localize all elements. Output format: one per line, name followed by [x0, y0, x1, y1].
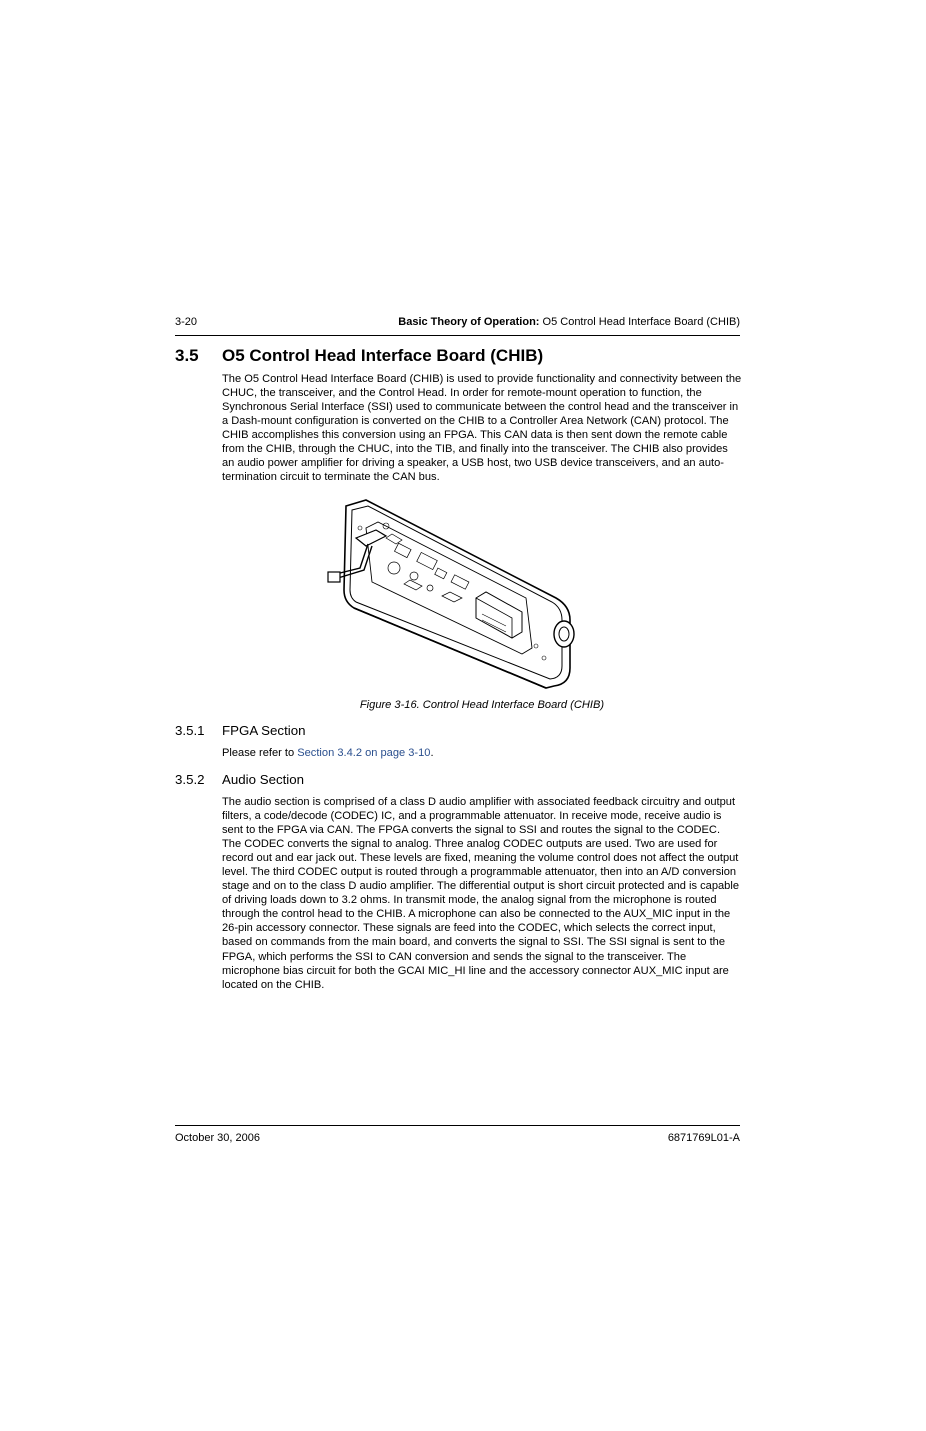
chapter-title	[398, 316, 740, 328]
chapter-title-rest: O5 Control Head Interface Board (CHIB)	[539, 316, 740, 328]
audio-paragraph: The audio section is comprised of a class D audio amplifier with associated feedback circuitry and output filters, a code/decode (CODEC) IC, and a programmable attenuator. In receive mode, receive audio is sent to the FPGA via CAN. The FPGA converts the signal to SSI and routes the signal to the CODEC. The CODEC converts the signal to analog. Three analog CODEC outputs are used. Two are used for record out and ear jack out. These levels are fixed, meaning the volume control does not affect the output level. The third CODEC output is routed through a programmable attenuator, then into an A/D conversion stage and on to the class D audio amplifier. The differential output is short circuit protected and is capable of driving loads down to 3.2 ohms. In transmit mode, the analog signal from the microphone is routed through the control head to the CHIB. A microphone can also be connected to the AUX_MIC input in the 26-pin accessory connector. These signals are feed into the CODEC, which selects the correct input, based on commands from the main board, and converts the signal to SSI. The SSI signal is sent to the FPGA, which performs the SSI to CAN conversion and sends the signal to the transceiver. The microphone bias circuit for both the GCAI MIC_HI line and the accessory connector AUX_MIC input are located on the CHIB.	[222, 796, 739, 991]
subsection-number: 3.5.1	[175, 723, 205, 738]
page-number: 3-20	[175, 316, 198, 328]
fpga-text-before: Please refer to	[222, 747, 298, 759]
section-heading	[175, 346, 543, 366]
subsection-heading-fpga	[175, 723, 306, 738]
section-body: The O5 Control Head Interface Board (CHIB) is used to provide functionality and connectivity between the CHUC, the transceiver, and the Control Head. In order for remote-mount operation to function, the Synchronous Serial Interface (SSI) used to communicate between the control head and the transceiver in a Dash-mount configuration is converted on the CHIB to a Controller Area Network (CAN) protocol. The CHIB accomplishes this conversion using an FPGA. This CAN data is then sent down the remote cable from the CHIB, through the CHUC, into the TIB, and finally into the transceiver. The CHIB also provides an audio power amplifier for driving a speaker, a USB host, two USB device transceivers, and an auto-termination circuit to terminate the CAN bus.	[222, 373, 742, 484]
chapter-title-bold: Basic Theory of Operation:	[398, 316, 540, 328]
fpga-text-after: .	[430, 747, 434, 759]
running-header	[175, 316, 740, 332]
fpga-paragraph	[222, 746, 742, 760]
subsection-title: FPGA Section	[222, 723, 306, 738]
subsection-number: 3.5.2	[175, 772, 205, 787]
figure-caption: Figure 3-16. Control Head Interface Board (CHIB)	[359, 699, 605, 711]
header-rule	[175, 335, 740, 336]
subsection-title: Audio Section	[222, 772, 305, 787]
document-number: 6871769L01-A	[667, 1132, 740, 1144]
section-cross-reference-link[interactable]: Section 3.4.2 on page 3-10	[297, 747, 431, 759]
footer-rule	[175, 1125, 740, 1126]
section-title: O5 Control Head Interface Board (CHIB)	[222, 346, 544, 365]
subsection-heading-audio	[175, 772, 304, 787]
chib-board-illustration	[326, 498, 580, 693]
section-number: 3.5	[175, 346, 199, 365]
footer-date: October 30, 2006	[175, 1132, 261, 1144]
